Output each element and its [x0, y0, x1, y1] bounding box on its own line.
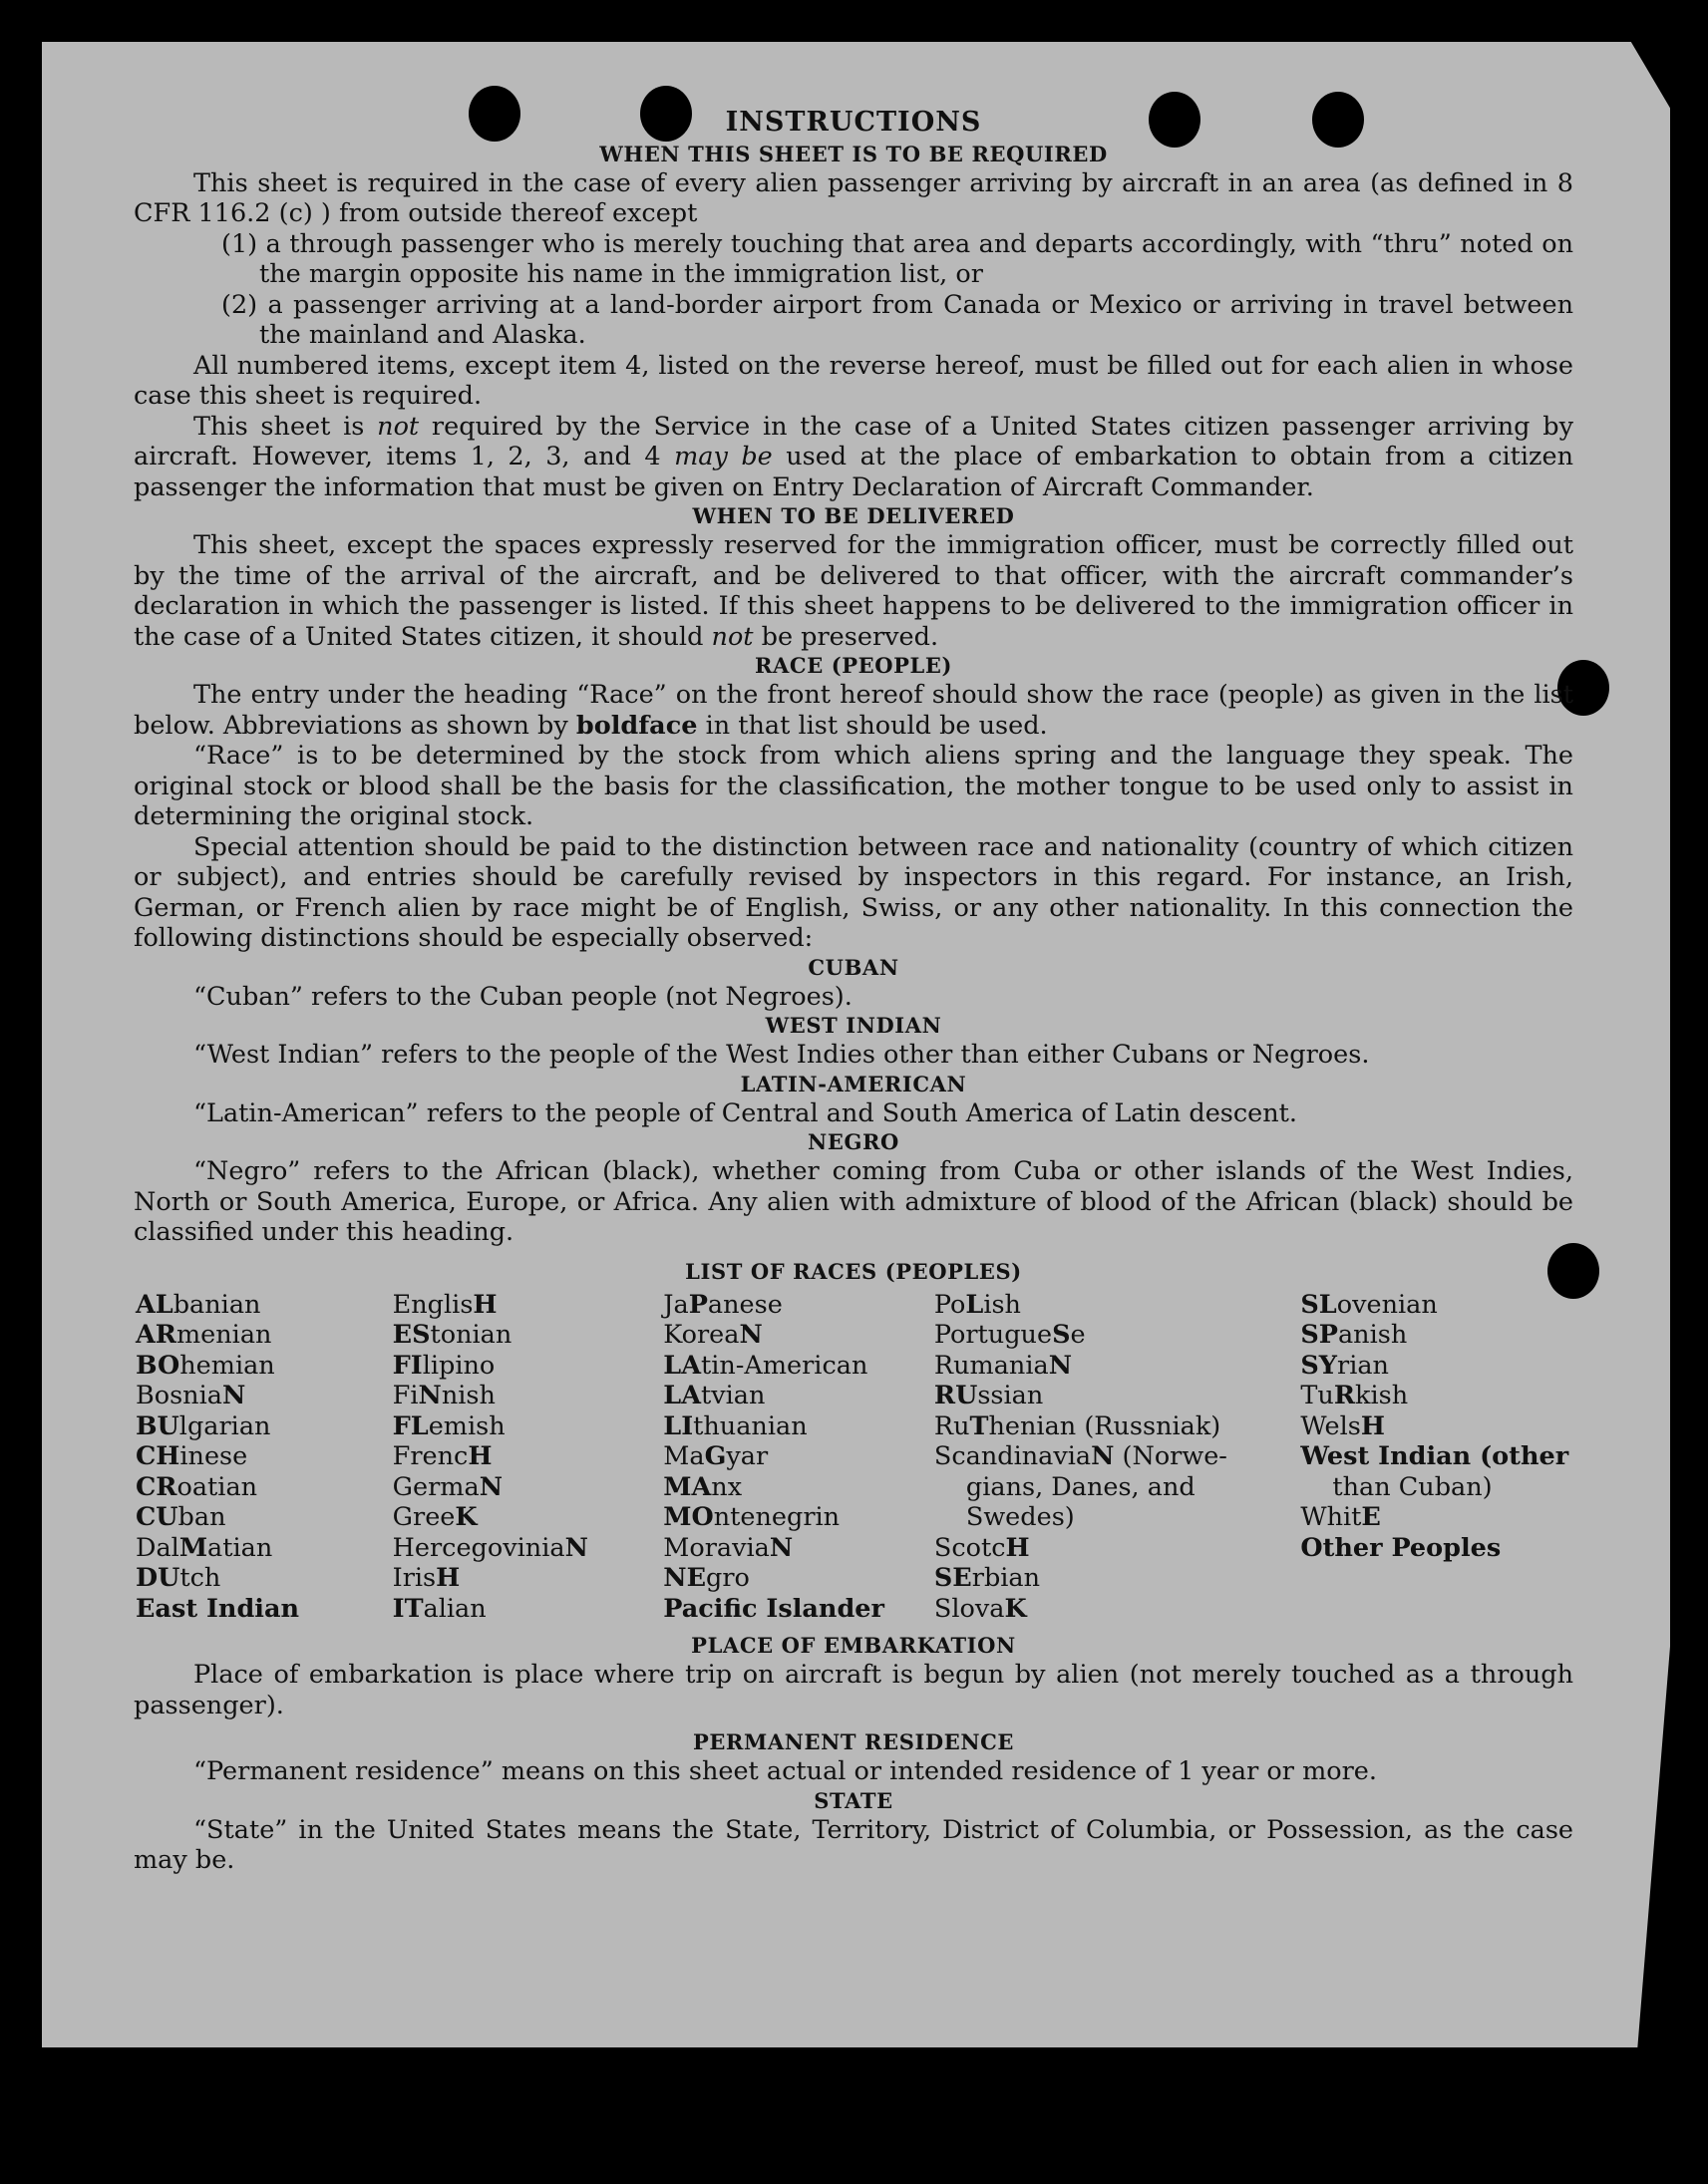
race-entry: ScandinaviaN (Norwe-: [933, 1441, 1227, 1471]
race-entry: West Indian (other: [1300, 1441, 1569, 1471]
race-entry: SYrian: [1300, 1350, 1389, 1381]
race-entry: gians, Danes, and: [965, 1471, 1196, 1502]
section-heading: WEST INDIAN: [765, 1013, 942, 1038]
race-entry: SPanish: [1300, 1320, 1408, 1350]
race-entry: BosniaN: [136, 1381, 246, 1410]
race-entry: JaPanese: [663, 1289, 783, 1320]
race-entry: RUssian: [933, 1381, 1044, 1410]
race-entry: TuRkish: [1300, 1381, 1409, 1410]
text: be preserved.: [753, 621, 939, 652]
race-entry: CHinese: [136, 1441, 248, 1471]
race-entry: BOhemian: [136, 1350, 275, 1381]
paragraph: [134, 680, 1573, 741]
race-entry: Pacific Islander: [663, 1593, 884, 1624]
paragraph: “Race” is to be determined by the stock from which aliens spring and the language they speak. The original stock or blood shall be the basis for the classification, the mother tongue to be used only to assist in determining the original stock.: [134, 741, 1573, 831]
emphasis: may be: [674, 442, 773, 471]
section-heading: CUBAN: [808, 954, 899, 980]
text: This sheet, except the spaces expressly reserved for the immigration officer, must be correctly filled out by the time of the arrival of the aircraft, and be delivered to that officer, with the aircraft commander’s declaration in which the passenger is listed. If this sheet happens to be delivered to the immigration officer in the case of a United States citizen, it should: [134, 530, 1573, 652]
race-entry: Other Peoples: [1300, 1532, 1502, 1563]
paragraph: All numbered items, except item 4, listed on the reverse hereof, must be filled out for each alien in whose case this sheet is required.: [134, 350, 1573, 411]
paragraph: “Negro” refers to the African (black), whether coming from Cuba or other islands of the West Indies, North or South America, Europe, or Africa. Any alien with admixture of blood of the African (black) should be classified under this heading.: [134, 1156, 1573, 1247]
race-entry: PoLish: [933, 1289, 1021, 1320]
race-entry: HercegoviniaN: [392, 1532, 588, 1563]
race-entry: FiNnish: [392, 1381, 496, 1410]
races-list: [136, 1290, 1573, 1625]
race-entry: Swedes): [965, 1502, 1075, 1532]
paragraph: “State” in the United States means the State, Territory, District of Columbia, or Possession, as the case may be.: [134, 1814, 1573, 1875]
paragraph: “Cuban” refers to the Cuban people (not Negroes).: [193, 981, 853, 1012]
emphasis: not: [377, 411, 420, 442]
race-entry: ALbanian: [136, 1289, 261, 1320]
paragraph: “Permanent residence” means on this sheet actual or intended residence of 1 year or more.: [193, 1756, 1377, 1786]
paragraph: [134, 412, 1573, 503]
text: used at the place of embarkation to obtain from a citizen passenger the information that must be given on Entry Declaration of Aircraft Commander.: [134, 442, 1574, 502]
race-entry: SErbian: [933, 1563, 1041, 1593]
race-entry: PortugueSe: [933, 1320, 1086, 1350]
emphasis: not: [711, 621, 754, 652]
text: required by the Service in the case of a United States citizen passenger arriving by aircraft. However, items 1, 2, 3, and 4: [134, 411, 1573, 471]
races-column: [663, 1290, 934, 1625]
race-entry: FrencH: [392, 1441, 493, 1471]
list-item: (2) a passenger arriving at a land-border airport from Canada or Mexico or arriving in travel between the mainland and Alaska.: [221, 289, 1573, 350]
race-entry: FLemish: [392, 1410, 506, 1441]
paragraph: “Latin-American” refers to the people of Central and South America of Latin descent.: [193, 1097, 1298, 1128]
race-entry: EnglisH: [392, 1289, 498, 1320]
race-entry: GreeK: [392, 1502, 478, 1532]
race-entry: ARmenian: [136, 1320, 272, 1350]
paragraph: This sheet is required in the case of every alien passenger arriving by aircraft in an area (as defined in 8 CFR 116.2 (c) ) from outside thereof except: [134, 167, 1573, 228]
paragraph: Place of embarkation is place where trip on aircraft is begun by alien (not merely touched as a through passenger).: [134, 1660, 1573, 1720]
text: in that list should be used.: [697, 710, 1048, 741]
race-entry: CRoatian: [136, 1471, 258, 1502]
races-column: [934, 1290, 1300, 1625]
race-entry: BUlgarian: [136, 1410, 271, 1441]
race-entry: FIlipino: [392, 1350, 496, 1381]
paragraph: “West Indian” refers to the people of the West Indies other than either Cubans or Negroes.: [193, 1040, 1370, 1070]
race-entry: MOntenegrin: [663, 1502, 841, 1532]
race-entry: MAnx: [663, 1471, 743, 1502]
race-entry: CUban: [136, 1502, 226, 1532]
text: This sheet is: [193, 411, 378, 442]
race-entry: WelsH: [1300, 1410, 1385, 1441]
race-entry: ScotcH: [933, 1532, 1030, 1563]
race-entry: RumaniaN: [933, 1350, 1072, 1381]
races-column: [136, 1290, 393, 1625]
race-entry: WhitE: [1300, 1502, 1381, 1532]
race-entry: EStonian: [392, 1320, 512, 1350]
race-entry: MoraviaN: [663, 1532, 794, 1563]
race-entry: DalMatian: [136, 1532, 273, 1563]
paragraph: Special attention should be paid to the distinction between race and nationality (country of which citizen or subject), and entries should be carefully revised by inspectors in this regard. For instance, an Irish, German, or French alien by race might be of English, Swiss, or any other nationality. In this connection the following distinctions should be especially observed:: [134, 831, 1573, 953]
emphasis: boldface: [575, 710, 698, 741]
section-heading: WHEN TO BE DELIVERED: [692, 503, 1015, 528]
race-entry: SlovaK: [933, 1593, 1027, 1624]
section-heading: LATIN-AMERICAN: [740, 1071, 967, 1096]
section-heading: STATE: [814, 1787, 893, 1813]
races-column: [1300, 1290, 1573, 1625]
section-heading: LIST OF RACES (PEOPLES): [685, 1258, 1022, 1284]
race-entry: DUtch: [136, 1563, 221, 1593]
section-heading: WHEN THIS SHEET IS TO BE REQUIRED: [599, 141, 1108, 166]
paragraph: [134, 530, 1573, 652]
race-entry: SLovenian: [1300, 1289, 1438, 1320]
race-entry: GermaN: [392, 1471, 503, 1502]
race-entry: RuThenian (Russniak): [933, 1410, 1221, 1441]
race-entry: LAtvian: [663, 1381, 766, 1410]
section-heading: PERMANENT RESIDENCE: [692, 1729, 1015, 1754]
races-column: [393, 1290, 664, 1625]
section-heading: NEGRO: [808, 1129, 899, 1154]
list-item: (1) a through passenger who is merely touching that area and departs accordingly, with “thru” noted on the margin opposite his name in the immigration list, or: [221, 228, 1573, 289]
document-content: [134, 108, 1573, 1876]
page-title: INSTRUCTIONS: [725, 107, 982, 138]
race-entry: than Cuban): [1332, 1471, 1493, 1502]
race-entry: KoreaN: [663, 1320, 763, 1350]
race-entry: ITalian: [392, 1593, 487, 1624]
race-entry: NEgro: [663, 1563, 750, 1593]
race-entry: East Indian: [136, 1593, 300, 1624]
section-heading: RACE (PEOPLE): [754, 653, 953, 678]
section-heading: PLACE OF EMBARKATION: [691, 1633, 1016, 1658]
race-entry: LAtin-American: [663, 1350, 868, 1381]
race-entry: MaGyar: [663, 1441, 769, 1471]
text: The entry under the heading “Race” on the front hereof should show the race (people) as given in the list below. Abbreviations as shown by: [134, 680, 1573, 741]
race-entry: LIthuanian: [663, 1410, 808, 1441]
race-entry: IrisH: [392, 1563, 461, 1593]
